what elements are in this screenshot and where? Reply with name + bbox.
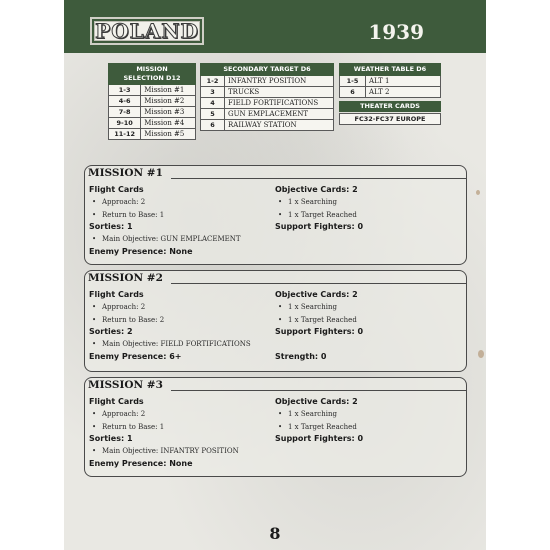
bullet: •: [278, 315, 283, 324]
list-item: [275, 301, 465, 314]
value-cell: INFANTRY POSITION: [225, 76, 334, 87]
value-cell: TRUCKS: [225, 87, 334, 98]
approach-text: Approach: 2: [102, 198, 146, 206]
page-number: 8: [269, 524, 281, 543]
support-fighters-heading: Support Fighters: 0: [275, 327, 364, 336]
objective-cards-heading: Objective Cards: 2: [275, 185, 358, 194]
return-to-base-text: Return to Base: 1: [102, 210, 165, 219]
value-cell: Mission #4: [141, 118, 196, 129]
list-item: [89, 209, 277, 222]
table-row: [201, 120, 334, 131]
table-row: [109, 85, 196, 96]
sorties-heading: Sorties: 1: [89, 222, 133, 231]
main-objective-text: Main Objective: INFANTRY POSITION: [102, 447, 239, 455]
mission-left-column: [89, 289, 277, 363]
value-cell: Mission #1: [141, 85, 196, 96]
searching-text: 1 x Searching: [288, 303, 337, 311]
searching-text: 1 x Searching: [288, 410, 337, 418]
secondary-target-table: [200, 63, 334, 131]
title-divider: [171, 178, 466, 179]
weather-table: [339, 63, 441, 98]
list-item: [89, 338, 277, 351]
bullet: •: [92, 235, 97, 243]
table-row: [201, 87, 334, 98]
roll-cell: 9-10: [109, 118, 141, 129]
roll-cell: 4-6: [109, 96, 141, 107]
bullet: •: [278, 198, 283, 206]
value-cell: Mission #2: [141, 96, 196, 107]
list-item: [275, 408, 465, 421]
list-item: [275, 196, 465, 209]
value-cell: GUN EMPLACEMENT: [225, 109, 334, 120]
value-cell: FIELD FORTIFICATIONS: [225, 98, 334, 109]
list-item: [275, 421, 465, 434]
list-item: [275, 209, 465, 222]
target-reached-text: 1 x Target Reached: [288, 315, 357, 324]
return-to-base-text: Return to Base: 1: [102, 422, 165, 431]
return-to-base-text: Return to Base: 2: [102, 315, 165, 324]
page-header: [64, 0, 486, 53]
bullet: •: [92, 303, 97, 311]
flight-cards-heading: Flight Cards: [89, 290, 144, 299]
target-reached-text: 1 x Target Reached: [288, 422, 357, 431]
list-item: [89, 314, 277, 327]
list-item: [89, 445, 277, 458]
theater-cards-header: THEATER CARDS: [339, 101, 441, 112]
bullet: •: [92, 315, 97, 324]
list-item: [275, 314, 465, 327]
mission-3-panel: [84, 377, 467, 477]
mission-right-column: [275, 184, 465, 233]
approach-text: Approach: 2: [102, 303, 146, 311]
support-fighters-heading: Support Fighters: 0: [275, 222, 364, 231]
table-row: [109, 107, 196, 118]
mission-title: MISSION #2: [88, 272, 163, 284]
bullet: •: [92, 198, 97, 206]
main-objective-text: Main Objective: GUN EMPLACEMENT: [102, 235, 241, 243]
mission-selection-title-2: SELECTION D12: [123, 74, 181, 82]
table-row: [109, 96, 196, 107]
table-row: [201, 98, 334, 109]
paper-stain: [476, 190, 480, 195]
secondary-target-header: SECONDARY TARGET D6: [201, 64, 334, 76]
theater-cards-value: FC32-FC37 EUROPE: [339, 113, 441, 125]
roll-cell: 4: [201, 98, 225, 109]
roll-cell: 7-8: [109, 107, 141, 118]
title-divider: [171, 390, 466, 391]
list-item: [89, 233, 277, 246]
spacer: [275, 338, 465, 351]
mission-selection-table: [108, 63, 196, 140]
roll-cell: 11-12: [109, 129, 141, 140]
roll-cell: 1-3: [109, 85, 141, 96]
bullet: •: [92, 340, 97, 348]
roll-cell: 5: [201, 109, 225, 120]
bullet: •: [92, 410, 97, 418]
roll-cell: 1-2: [201, 76, 225, 87]
list-item: [89, 421, 277, 434]
mission-selection-title-1: MISSION: [136, 65, 168, 73]
list-item: [89, 408, 277, 421]
table-row: [109, 118, 196, 129]
year-title: 1939: [368, 20, 424, 44]
strength-heading: Strength: 0: [275, 351, 327, 361]
paper-stain: [478, 350, 484, 358]
sorties-heading: Sorties: 1: [89, 434, 133, 443]
value-cell: RAILWAY STATION: [225, 120, 334, 131]
mission-left-column: [89, 396, 277, 470]
value-cell: ALT 1: [366, 76, 441, 87]
mission-right-column: [275, 289, 465, 363]
roll-cell: 6: [201, 120, 225, 131]
enemy-presence-heading: Enemy Presence: 6+: [89, 351, 182, 361]
value-cell: Mission #5: [141, 129, 196, 140]
mission-1-panel: [84, 165, 467, 265]
table-row: [201, 76, 334, 87]
bullet: •: [278, 422, 283, 431]
mission-2-panel: [84, 270, 467, 372]
title-divider: [171, 283, 466, 284]
approach-text: Approach: 2: [102, 410, 146, 418]
objective-cards-heading: Objective Cards: 2: [275, 290, 358, 299]
bullet: •: [92, 422, 97, 431]
table-row: [340, 87, 441, 98]
target-reached-text: 1 x Target Reached: [288, 210, 357, 219]
bullet: •: [92, 447, 97, 455]
roll-cell: 1-5: [340, 76, 366, 87]
enemy-presence-heading: Enemy Presence: None: [89, 246, 193, 256]
mission-right-column: [275, 396, 465, 445]
list-item: [89, 196, 277, 209]
mission-title: MISSION #3: [88, 379, 163, 391]
enemy-presence-heading: Enemy Presence: None: [89, 458, 193, 468]
flight-cards-heading: Flight Cards: [89, 185, 144, 194]
country-nameplate: [90, 17, 204, 45]
bullet: •: [278, 210, 283, 219]
table-row: [201, 109, 334, 120]
roll-cell: 3: [201, 87, 225, 98]
bullet: •: [278, 410, 283, 418]
support-fighters-heading: Support Fighters: 0: [275, 434, 364, 443]
weather-table-header: WEATHER TABLE D6: [340, 64, 441, 76]
table-row: [109, 129, 196, 140]
mission-title: MISSION #1: [88, 167, 163, 179]
bullet: •: [278, 303, 283, 311]
flight-cards-heading: Flight Cards: [89, 397, 144, 406]
roll-cell: 6: [340, 87, 366, 98]
sorties-heading: Sorties: 2: [89, 327, 133, 336]
mission-left-column: [89, 184, 277, 258]
value-cell: ALT 2: [366, 87, 441, 98]
bullet: •: [92, 210, 97, 219]
value-cell: Mission #3: [141, 107, 196, 118]
mission-selection-header: [109, 64, 196, 85]
main-objective-text: Main Objective: FIELD FORTIFICATIONS: [102, 340, 251, 348]
searching-text: 1 x Searching: [288, 198, 337, 206]
country-title: POLAND: [95, 19, 199, 43]
list-item: [89, 301, 277, 314]
table-row: [340, 76, 441, 87]
objective-cards-heading: Objective Cards: 2: [275, 397, 358, 406]
document-page: [64, 0, 486, 550]
